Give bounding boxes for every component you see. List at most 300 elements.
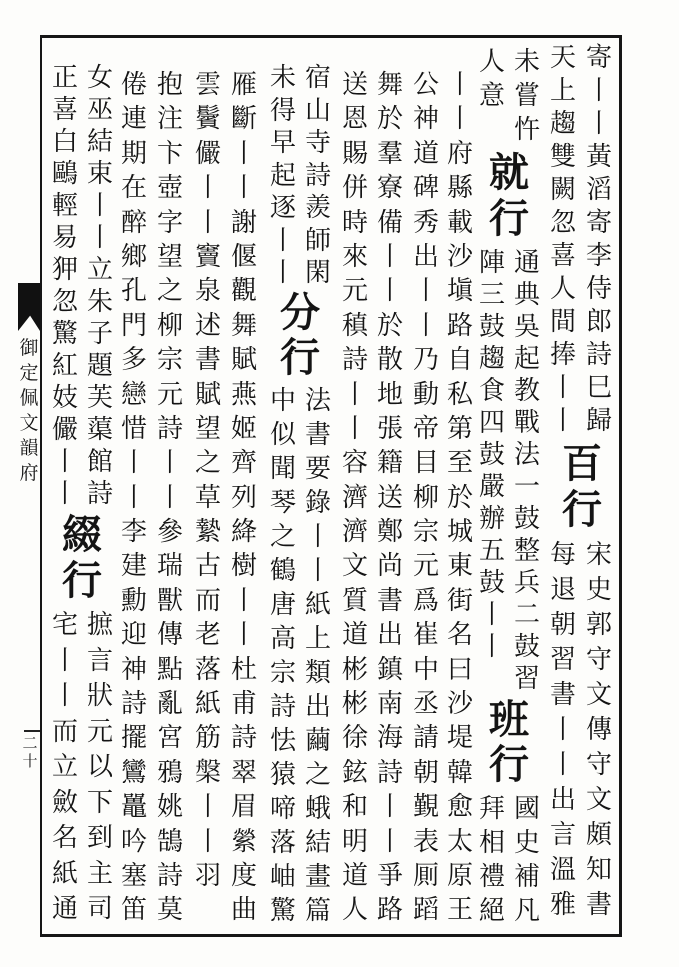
character: 老 bbox=[194, 620, 221, 651]
character: 鄉 bbox=[120, 241, 147, 272]
character: 上 bbox=[304, 624, 331, 654]
character: 東 bbox=[446, 551, 473, 582]
character: 岫 bbox=[269, 862, 296, 892]
character: 未 bbox=[513, 47, 540, 77]
character: 在 bbox=[120, 173, 147, 204]
character: 丨 bbox=[341, 379, 368, 410]
character: 闕 bbox=[549, 175, 576, 205]
character: 秀 bbox=[412, 207, 439, 238]
character: 守 bbox=[585, 750, 612, 780]
character: 沙 bbox=[446, 689, 473, 720]
character: 丨 bbox=[194, 826, 221, 857]
annotation-line-left bbox=[547, 538, 579, 923]
character: 人 bbox=[341, 895, 368, 926]
character: 二 bbox=[513, 600, 540, 630]
character: 文 bbox=[585, 785, 612, 815]
character: 郭 bbox=[585, 610, 612, 640]
character: 啼 bbox=[269, 794, 296, 824]
character: 丞 bbox=[412, 689, 439, 720]
character: 丨 bbox=[230, 620, 257, 651]
character: 丨 bbox=[51, 645, 78, 676]
character: 鶴 bbox=[269, 556, 296, 586]
headword bbox=[485, 697, 533, 787]
character: 卞 bbox=[156, 138, 183, 169]
character: 元 bbox=[341, 276, 368, 307]
character: 動 bbox=[412, 379, 439, 410]
character: 望 bbox=[194, 413, 221, 444]
character: 詩 bbox=[156, 413, 183, 444]
character: 堤 bbox=[446, 723, 473, 754]
character: 四 bbox=[478, 408, 505, 438]
character: 宗 bbox=[269, 658, 296, 688]
character: 守 bbox=[585, 645, 612, 675]
character: 覲 bbox=[412, 792, 439, 823]
character: 丨 bbox=[230, 173, 257, 204]
character: 鼉 bbox=[120, 792, 147, 823]
character: 送 bbox=[376, 482, 403, 513]
character: 塡 bbox=[446, 276, 473, 307]
character: 黃 bbox=[585, 142, 612, 172]
character: 詩 bbox=[376, 757, 403, 788]
character: 教 bbox=[513, 376, 540, 406]
annotation-line-right bbox=[583, 42, 615, 438]
character: 行 bbox=[280, 334, 320, 381]
character: 筋 bbox=[194, 723, 221, 754]
character: 史 bbox=[513, 828, 540, 858]
character: 地 bbox=[376, 379, 403, 410]
character: 詩 bbox=[304, 160, 331, 191]
character: 通 bbox=[51, 894, 78, 924]
character: 繭 bbox=[304, 726, 331, 756]
character: 雙 bbox=[549, 142, 576, 172]
character: 趨 bbox=[549, 109, 576, 139]
character: 習 bbox=[513, 664, 540, 694]
character: 郎 bbox=[585, 307, 612, 337]
character: 食 bbox=[478, 376, 505, 406]
character: 正 bbox=[51, 63, 78, 93]
character: 中 bbox=[269, 386, 296, 416]
character: 寮 bbox=[376, 173, 403, 204]
character: 賦 bbox=[230, 345, 257, 376]
character: 丨 bbox=[194, 173, 221, 204]
character: 列 bbox=[230, 482, 257, 513]
character: 出 bbox=[304, 692, 331, 722]
character: 一 bbox=[513, 472, 540, 502]
character: 恩 bbox=[341, 104, 368, 135]
character: 傳 bbox=[585, 715, 612, 745]
character: 絕 bbox=[478, 896, 505, 926]
character: 言 bbox=[86, 645, 113, 676]
character: 南 bbox=[376, 689, 403, 720]
character: 元 bbox=[156, 379, 183, 410]
character: 習 bbox=[549, 645, 576, 675]
character: 寄 bbox=[585, 208, 612, 238]
annotation-line-right bbox=[444, 68, 476, 928]
character: 書 bbox=[585, 890, 612, 920]
character: 丨 bbox=[120, 448, 147, 479]
character: 相 bbox=[478, 828, 505, 858]
character: 五 bbox=[478, 536, 505, 566]
annotation-line-right bbox=[583, 538, 615, 923]
character: 神 bbox=[120, 654, 147, 685]
character: 綴 bbox=[62, 511, 102, 558]
character: 公 bbox=[412, 70, 439, 100]
character: 儼 bbox=[194, 138, 221, 169]
character: 知 bbox=[585, 855, 612, 885]
character: 來 bbox=[341, 241, 368, 272]
character: 出 bbox=[376, 620, 403, 651]
character: 縈 bbox=[230, 826, 257, 857]
character: 莫 bbox=[156, 895, 183, 926]
character: 喜 bbox=[549, 241, 576, 271]
annotation-line-right bbox=[511, 792, 543, 928]
character: 姚 bbox=[156, 792, 183, 823]
character: 斷 bbox=[230, 104, 257, 135]
character: 明 bbox=[341, 826, 368, 857]
fishtail-mark bbox=[18, 283, 40, 331]
character: 塞 bbox=[120, 860, 147, 891]
annotation-line-right bbox=[302, 384, 334, 928]
character: 海 bbox=[376, 723, 403, 754]
character: 典 bbox=[513, 280, 540, 310]
character: 名 bbox=[51, 823, 78, 853]
character: 丨 bbox=[376, 792, 403, 823]
character: 鼓 bbox=[478, 312, 505, 342]
character: 彬 bbox=[341, 689, 368, 720]
character: 朱 bbox=[86, 287, 113, 317]
character: 丨 bbox=[120, 482, 147, 513]
character: 丨 bbox=[376, 826, 403, 857]
character: 丨 bbox=[412, 310, 439, 341]
character: 齊 bbox=[230, 448, 257, 479]
character: 嚴 bbox=[478, 472, 505, 502]
character: 丨 bbox=[51, 479, 78, 509]
character: 行 bbox=[62, 557, 102, 604]
character: 之 bbox=[269, 522, 296, 552]
character: 紙 bbox=[51, 858, 78, 889]
character: 丨 bbox=[156, 448, 183, 479]
character: 和 bbox=[341, 792, 368, 823]
character: 摭 bbox=[86, 610, 113, 640]
character: 似 bbox=[269, 420, 296, 450]
character: 結 bbox=[86, 127, 113, 157]
character: 詩 bbox=[230, 723, 257, 754]
character: 濟 bbox=[341, 482, 368, 513]
character: 神 bbox=[412, 104, 439, 135]
character: 間 bbox=[549, 307, 576, 337]
character: 上 bbox=[549, 76, 576, 106]
character: 紙 bbox=[304, 590, 331, 620]
character: 私 bbox=[446, 379, 473, 410]
character: 甫 bbox=[230, 689, 257, 720]
character: 書 bbox=[194, 345, 221, 376]
character: 要 bbox=[304, 454, 331, 484]
character: 御 bbox=[19, 337, 39, 359]
character: 整 bbox=[513, 536, 540, 566]
character: 得 bbox=[269, 95, 296, 126]
character: 鷗 bbox=[51, 159, 78, 189]
character: 徐 bbox=[341, 723, 368, 754]
character: 鎮 bbox=[376, 654, 403, 685]
character: 韻 bbox=[19, 437, 39, 459]
character: 縣 bbox=[446, 173, 473, 204]
character: 稹 bbox=[341, 310, 368, 341]
character: 定 bbox=[19, 362, 39, 384]
character: 凡 bbox=[513, 896, 540, 926]
annotation-line-right bbox=[374, 68, 406, 928]
character: 丨 bbox=[156, 482, 183, 513]
character: 笛 bbox=[120, 895, 147, 926]
character: 丨 bbox=[585, 76, 612, 106]
character: 詩 bbox=[269, 692, 296, 722]
character: 每 bbox=[549, 540, 576, 570]
character: 府 bbox=[446, 138, 473, 169]
character: 張 bbox=[376, 413, 403, 444]
character: 三 bbox=[478, 280, 505, 310]
annotation-line-right bbox=[511, 45, 543, 147]
character: 獸 bbox=[156, 585, 183, 616]
character: 斂 bbox=[51, 787, 78, 818]
character: 類 bbox=[304, 658, 331, 688]
character: 戰 bbox=[513, 408, 540, 438]
character: 吟 bbox=[120, 826, 147, 857]
character: 乃 bbox=[412, 345, 439, 376]
annotation-line-left bbox=[547, 42, 579, 438]
character: 之 bbox=[156, 276, 183, 307]
character: 惜 bbox=[120, 413, 147, 444]
character: 驚 bbox=[269, 896, 296, 926]
character: 於 bbox=[446, 482, 473, 513]
character: 而 bbox=[194, 585, 221, 616]
character: 丨 bbox=[51, 447, 78, 477]
character: 併 bbox=[341, 173, 368, 204]
character: 館 bbox=[86, 447, 113, 477]
character: 白 bbox=[51, 127, 78, 157]
character: 起 bbox=[513, 344, 540, 374]
character: 鉉 bbox=[341, 757, 368, 788]
character: 結 bbox=[304, 828, 331, 858]
character: 賜 bbox=[341, 138, 368, 169]
character: 路 bbox=[376, 895, 403, 926]
character: 帝 bbox=[412, 413, 439, 444]
character: 籍 bbox=[376, 448, 403, 479]
character: 崔 bbox=[412, 620, 439, 651]
character: 立 bbox=[51, 752, 78, 782]
character: 紅 bbox=[51, 351, 78, 381]
character: 吳 bbox=[513, 312, 540, 342]
character: 詩 bbox=[120, 689, 147, 720]
character: 韓 bbox=[446, 757, 473, 788]
character: 街 bbox=[446, 585, 473, 616]
character: 名 bbox=[446, 620, 473, 651]
character: 李 bbox=[120, 517, 147, 548]
character: 丨 bbox=[549, 715, 576, 745]
annotation-line-right bbox=[84, 608, 116, 928]
character: 怯 bbox=[269, 726, 296, 756]
character: 偃 bbox=[230, 241, 257, 272]
character: 丨 bbox=[478, 600, 505, 630]
character: 輕 bbox=[51, 191, 78, 221]
character: 碑 bbox=[412, 173, 439, 204]
character: 抱 bbox=[156, 70, 183, 100]
character: 彬 bbox=[341, 654, 368, 685]
character: 巳 bbox=[585, 373, 612, 403]
character: 縶 bbox=[194, 517, 221, 548]
character: 翠 bbox=[230, 757, 257, 788]
character: 鵠 bbox=[156, 826, 183, 857]
character: 拜 bbox=[478, 794, 505, 824]
character: 王 bbox=[446, 895, 473, 926]
character: 鄭 bbox=[376, 517, 403, 548]
character: 宗 bbox=[412, 517, 439, 548]
character: 畫 bbox=[304, 862, 331, 892]
character: 落 bbox=[269, 828, 296, 858]
character: 未 bbox=[269, 63, 296, 93]
character: 李 bbox=[585, 241, 612, 271]
character: 辦 bbox=[478, 504, 505, 534]
character: 山 bbox=[304, 95, 331, 126]
character: 書 bbox=[304, 420, 331, 450]
character: 法 bbox=[513, 440, 540, 470]
character: 聞 bbox=[269, 454, 296, 484]
annotation-line-left bbox=[267, 62, 299, 290]
character: 槃 bbox=[194, 757, 221, 788]
character: 曰 bbox=[446, 654, 473, 685]
character: 題 bbox=[86, 351, 113, 381]
character: 於 bbox=[376, 310, 403, 341]
character: 落 bbox=[194, 654, 221, 685]
character: 歸 bbox=[585, 406, 612, 436]
character: 書 bbox=[376, 585, 403, 616]
character: 丨 bbox=[376, 241, 403, 272]
character: 雁 bbox=[230, 70, 257, 100]
character: 十 bbox=[22, 752, 38, 770]
character: 注 bbox=[156, 104, 183, 135]
character: 容 bbox=[341, 448, 368, 479]
character: 丨 bbox=[304, 522, 331, 552]
character: 丨 bbox=[51, 681, 78, 711]
character: 原 bbox=[446, 860, 473, 891]
character: 草 bbox=[194, 482, 221, 513]
character: 羨 bbox=[304, 193, 331, 223]
character: 易 bbox=[51, 223, 78, 253]
character: 忽 bbox=[51, 287, 78, 317]
character: 閑 bbox=[304, 258, 331, 288]
character: 擺 bbox=[120, 723, 147, 754]
character: 行 bbox=[489, 741, 529, 788]
character: 丨 bbox=[412, 276, 439, 307]
character: 篇 bbox=[304, 896, 331, 926]
character: 丨 bbox=[194, 207, 221, 238]
character: 丨 bbox=[376, 276, 403, 307]
character: 忽 bbox=[549, 208, 576, 238]
character: 起 bbox=[269, 160, 296, 191]
annotation-line-right bbox=[302, 62, 334, 290]
character: 醉 bbox=[120, 207, 147, 238]
character: 唐 bbox=[269, 590, 296, 620]
character: 質 bbox=[341, 585, 368, 616]
character: 道 bbox=[412, 138, 439, 169]
character: 元 bbox=[412, 551, 439, 582]
character: 嘗 bbox=[513, 81, 540, 111]
character: 出 bbox=[412, 241, 439, 272]
character: 文 bbox=[585, 680, 612, 710]
character: 丨 bbox=[86, 191, 113, 221]
character: 意 bbox=[478, 81, 505, 111]
character: 司 bbox=[86, 894, 113, 924]
character: 主 bbox=[86, 858, 113, 889]
annotation-line-left bbox=[118, 68, 150, 928]
character: 立 bbox=[86, 255, 113, 285]
character: 文 bbox=[341, 551, 368, 582]
character: 驚 bbox=[51, 319, 78, 349]
character: 忤 bbox=[513, 115, 540, 145]
annotation-line-left bbox=[267, 384, 299, 928]
character: 到 bbox=[86, 823, 113, 853]
character: 爭 bbox=[376, 860, 403, 891]
character: 捧 bbox=[549, 340, 576, 370]
character: 柳 bbox=[156, 310, 183, 341]
character: 而 bbox=[51, 716, 78, 747]
character: 羽 bbox=[194, 860, 221, 891]
character: 望 bbox=[156, 241, 183, 272]
character: 狀 bbox=[86, 681, 113, 711]
character: 目 bbox=[412, 448, 439, 479]
character: 師 bbox=[304, 225, 331, 256]
character: 請 bbox=[412, 723, 439, 754]
character: 宋 bbox=[585, 540, 612, 570]
character: 蹈 bbox=[412, 895, 439, 926]
character: 鬢 bbox=[194, 104, 221, 135]
character: 送 bbox=[341, 70, 368, 100]
character: 賦 bbox=[194, 379, 221, 410]
character: 蛾 bbox=[304, 794, 331, 824]
character: 時 bbox=[341, 207, 368, 238]
character: 丨 bbox=[230, 138, 257, 169]
character: 丨 bbox=[341, 413, 368, 444]
character: 期 bbox=[120, 138, 147, 169]
character: 鴉 bbox=[156, 757, 183, 788]
character: 載 bbox=[446, 207, 473, 238]
character: 羣 bbox=[376, 138, 403, 169]
character: 府 bbox=[19, 462, 39, 484]
character: 天 bbox=[549, 43, 576, 73]
character: 人 bbox=[549, 274, 576, 304]
character: 國 bbox=[513, 794, 540, 824]
character: 宮 bbox=[156, 723, 183, 754]
character: 柳 bbox=[412, 482, 439, 513]
character: 勳 bbox=[120, 585, 147, 616]
character: 元 bbox=[86, 716, 113, 747]
character: 愈 bbox=[446, 792, 473, 823]
character: 就 bbox=[489, 149, 529, 196]
character: 出 bbox=[549, 785, 576, 815]
character: 自 bbox=[446, 345, 473, 376]
character: 厠 bbox=[412, 860, 439, 891]
character: 行 bbox=[562, 486, 602, 533]
character: 樹 bbox=[230, 551, 257, 582]
character: 兵 bbox=[513, 568, 540, 598]
character: 人 bbox=[478, 47, 505, 77]
character: 爲 bbox=[412, 585, 439, 616]
character: 紙 bbox=[194, 689, 221, 720]
annotation-line-right bbox=[511, 247, 543, 695]
character: 點 bbox=[156, 654, 183, 685]
character: 丨 bbox=[585, 109, 612, 139]
annotation-line-right bbox=[228, 68, 260, 928]
character: 禮 bbox=[478, 862, 505, 892]
character: 寄 bbox=[585, 43, 612, 73]
